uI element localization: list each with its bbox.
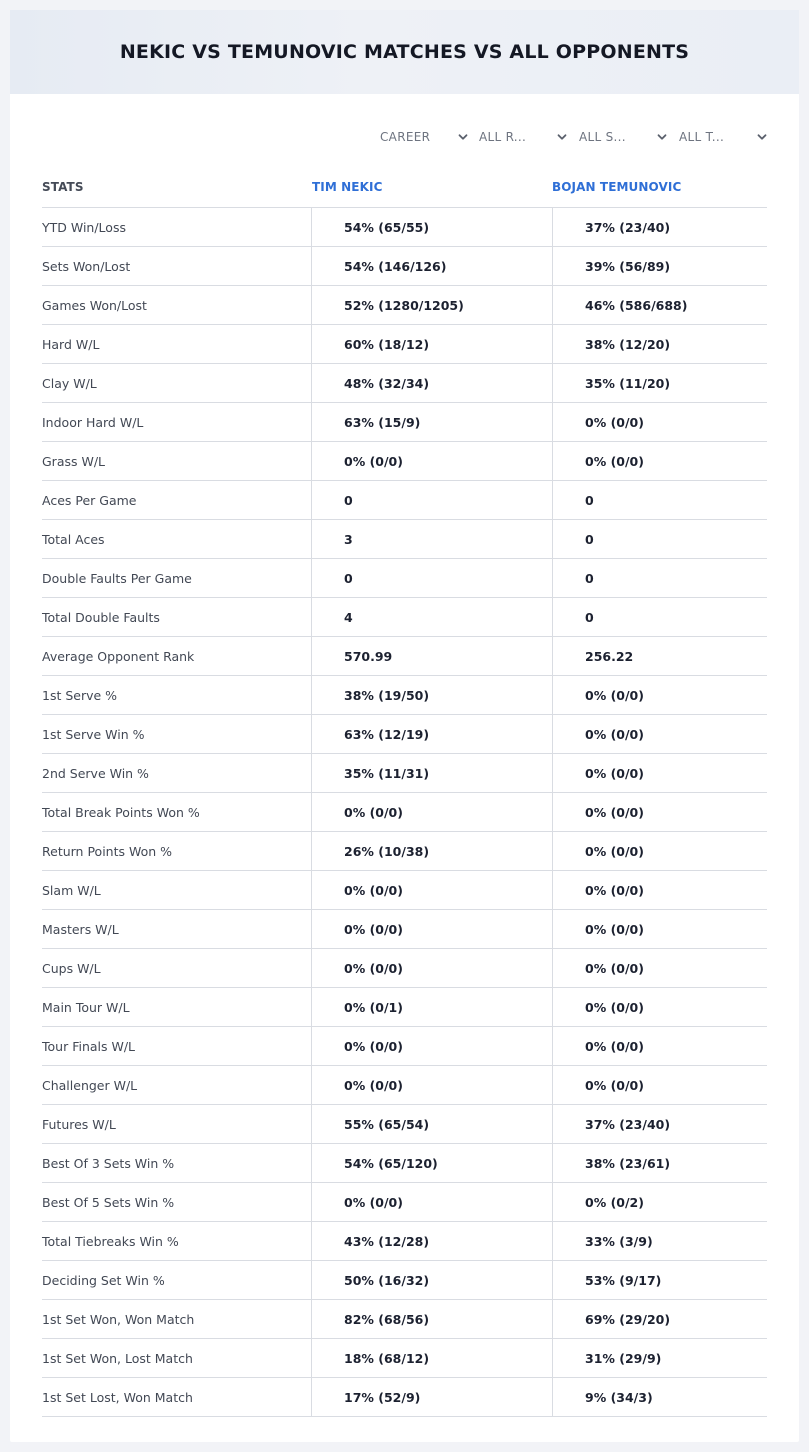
filter-surface-select[interactable]	[579, 126, 667, 148]
player2-value: 0% (0/0)	[552, 910, 767, 948]
stat-label: Best Of 3 Sets Win %	[42, 1155, 175, 1171]
stat-label: Tour Finals W/L	[42, 1038, 136, 1054]
stat-label: Total Tiebreaks Win %	[42, 1233, 179, 1249]
player1-value: 0% (0/1)	[311, 988, 552, 1026]
stat-label: 1st Set Won, Lost Match	[42, 1350, 193, 1366]
filter-label: CAREER	[380, 130, 431, 144]
player1-value: 60% (18/12)	[311, 325, 552, 363]
player2-value: 9% (34/3)	[552, 1378, 767, 1416]
stat-label: Masters W/L	[42, 921, 119, 937]
player2-value: 39% (56/89)	[552, 247, 767, 285]
stats-card	[10, 10, 799, 1442]
stat-label: Average Opponent Rank	[42, 648, 195, 664]
player2-value: 69% (29/20)	[552, 1300, 767, 1338]
player1-value: 26% (10/38)	[311, 832, 552, 870]
player1-value: 54% (65/55)	[311, 208, 552, 246]
player2-value: 31% (29/9)	[552, 1339, 767, 1377]
player1-value: 50% (16/32)	[311, 1261, 552, 1299]
chevron-down-icon	[757, 132, 767, 142]
player2-value: 38% (12/20)	[552, 325, 767, 363]
table-row	[42, 676, 767, 715]
player1-value: 55% (65/54)	[311, 1105, 552, 1143]
stat-label: Total Break Points Won %	[42, 804, 200, 820]
table-row	[42, 1300, 767, 1339]
player2-value: 46% (586/688)	[552, 286, 767, 324]
table-row	[42, 1027, 767, 1066]
table-row	[42, 871, 767, 910]
player2-value: 0% (0/0)	[552, 715, 767, 753]
filter-round-select[interactable]	[479, 126, 567, 148]
table-row	[42, 442, 767, 481]
player2-value: 0% (0/0)	[552, 676, 767, 714]
stat-label: YTD Win/Loss	[42, 219, 126, 235]
stat-label: Best Of 5 Sets Win %	[42, 1194, 175, 1210]
player2-value: 33% (3/9)	[552, 1222, 767, 1260]
player1-value: 3	[311, 520, 552, 558]
table-row	[42, 1144, 767, 1183]
player1-value: 0% (0/0)	[311, 1183, 552, 1221]
player1-value: 35% (11/31)	[311, 754, 552, 792]
stat-label: Cups W/L	[42, 960, 101, 976]
player1-value: 570.99	[311, 637, 552, 675]
stat-label: Hard W/L	[42, 336, 100, 352]
player2-value: 0	[552, 520, 767, 558]
stat-label: Deciding Set Win %	[42, 1272, 165, 1288]
table-row	[42, 286, 767, 325]
filter-label: ALL S...	[579, 130, 626, 144]
table-row	[42, 325, 767, 364]
stat-label: 1st Set Won, Won Match	[42, 1311, 195, 1327]
player2-value: 38% (23/61)	[552, 1144, 767, 1182]
player2-link[interactable]: BOJAN TEMUNOVIC	[552, 180, 682, 194]
filter-label: ALL T...	[679, 130, 725, 144]
table-row	[42, 832, 767, 871]
stats-table	[42, 169, 767, 1417]
player2-value: 0% (0/2)	[552, 1183, 767, 1221]
table-header	[42, 169, 767, 208]
stat-label: 1st Serve Win %	[42, 726, 145, 742]
player1-value: 4	[311, 598, 552, 636]
player1-value: 0% (0/0)	[311, 793, 552, 831]
player1-value: 0% (0/0)	[311, 949, 552, 987]
stat-label: Aces Per Game	[42, 492, 137, 508]
filter-period-select[interactable]	[380, 126, 468, 148]
table-row	[42, 1339, 767, 1378]
chevron-down-icon	[557, 132, 567, 142]
player2-value: 53% (9/17)	[552, 1261, 767, 1299]
player1-value: 17% (52/9)	[311, 1378, 552, 1416]
stat-label: Games Won/Lost	[42, 297, 147, 313]
stat-label: 1st Set Lost, Won Match	[42, 1389, 193, 1405]
player1-value: 48% (32/34)	[311, 364, 552, 402]
table-row	[42, 1105, 767, 1144]
player2-value: 0% (0/0)	[552, 949, 767, 987]
player2-value: 0% (0/0)	[552, 754, 767, 792]
filter-tournament-select[interactable]	[679, 126, 767, 148]
player1-value: 0% (0/0)	[311, 871, 552, 909]
stat-label: Sets Won/Lost	[42, 258, 131, 274]
table-row	[42, 364, 767, 403]
player1-value: 63% (12/19)	[311, 715, 552, 753]
player1-value: 18% (68/12)	[311, 1339, 552, 1377]
stat-label: Grass W/L	[42, 453, 106, 469]
filter-label: ALL R...	[479, 130, 527, 144]
table-row	[42, 1261, 767, 1300]
player2-value: 0	[552, 598, 767, 636]
player1-value: 0	[311, 481, 552, 519]
chevron-down-icon	[458, 132, 468, 142]
player2-value: 0% (0/0)	[552, 793, 767, 831]
stat-label: 2nd Serve Win %	[42, 765, 149, 781]
table-row	[42, 715, 767, 754]
player2-value: 0% (0/0)	[552, 442, 767, 480]
table-row	[42, 403, 767, 442]
player1-value: 54% (65/120)	[311, 1144, 552, 1182]
player1-value: 63% (15/9)	[311, 403, 552, 441]
player2-value: 0% (0/0)	[552, 871, 767, 909]
player2-value: 0% (0/0)	[552, 832, 767, 870]
stat-label: 1st Serve %	[42, 687, 118, 703]
table-row	[42, 1183, 767, 1222]
stat-label: Clay W/L	[42, 375, 97, 391]
stat-label: Slam W/L	[42, 882, 101, 898]
stat-label: Total Double Faults	[42, 609, 160, 625]
table-row	[42, 754, 767, 793]
player2-value: 0% (0/0)	[552, 1066, 767, 1104]
table-row	[42, 520, 767, 559]
stat-label: Challenger W/L	[42, 1077, 138, 1093]
filter-bar	[380, 126, 768, 148]
table-row	[42, 1378, 767, 1417]
stat-label: Main Tour W/L	[42, 999, 130, 1015]
player2-value: 37% (23/40)	[552, 208, 767, 246]
table-row	[42, 949, 767, 988]
chevron-down-icon	[657, 132, 667, 142]
player1-value: 82% (68/56)	[311, 1300, 552, 1338]
page-title: NEKIC VS TEMUNOVIC MATCHES VS ALL OPPONENTS	[119, 41, 690, 63]
stat-label: Total Aces	[42, 531, 105, 547]
table-row	[42, 1222, 767, 1261]
table-row	[42, 910, 767, 949]
player2-value: 0% (0/0)	[552, 403, 767, 441]
table-row	[42, 793, 767, 832]
player1-value: 0% (0/0)	[311, 910, 552, 948]
player2-value: 0	[552, 559, 767, 597]
player1-value: 0% (0/0)	[311, 1027, 552, 1065]
player2-value: 0% (0/0)	[552, 1027, 767, 1065]
player2-value: 35% (11/20)	[552, 364, 767, 402]
player1-value: 52% (1280/1205)	[311, 286, 552, 324]
player2-value: 0	[552, 481, 767, 519]
player1-link[interactable]: TIM NEKIC	[312, 180, 383, 194]
table-row	[42, 637, 767, 676]
player1-value: 0	[311, 559, 552, 597]
table-row	[42, 598, 767, 637]
column-header-stats: STATS	[42, 180, 84, 194]
table-body	[42, 208, 767, 1417]
card-header	[10, 10, 799, 94]
player1-value: 54% (146/126)	[311, 247, 552, 285]
table-row	[42, 481, 767, 520]
table-row	[42, 247, 767, 286]
table-row	[42, 1066, 767, 1105]
player1-value: 0% (0/0)	[311, 442, 552, 480]
stat-label: Indoor Hard W/L	[42, 414, 144, 430]
stat-label: Return Points Won %	[42, 843, 173, 859]
stat-label: Futures W/L	[42, 1116, 116, 1132]
table-row	[42, 559, 767, 598]
player1-value: 38% (19/50)	[311, 676, 552, 714]
table-row	[42, 208, 767, 247]
table-row	[42, 988, 767, 1027]
stat-label: Double Faults Per Game	[42, 570, 192, 586]
player1-value: 0% (0/0)	[311, 1066, 552, 1104]
player2-value: 256.22	[552, 637, 767, 675]
player2-value: 0% (0/0)	[552, 988, 767, 1026]
player1-value: 43% (12/28)	[311, 1222, 552, 1260]
player2-value: 37% (23/40)	[552, 1105, 767, 1143]
